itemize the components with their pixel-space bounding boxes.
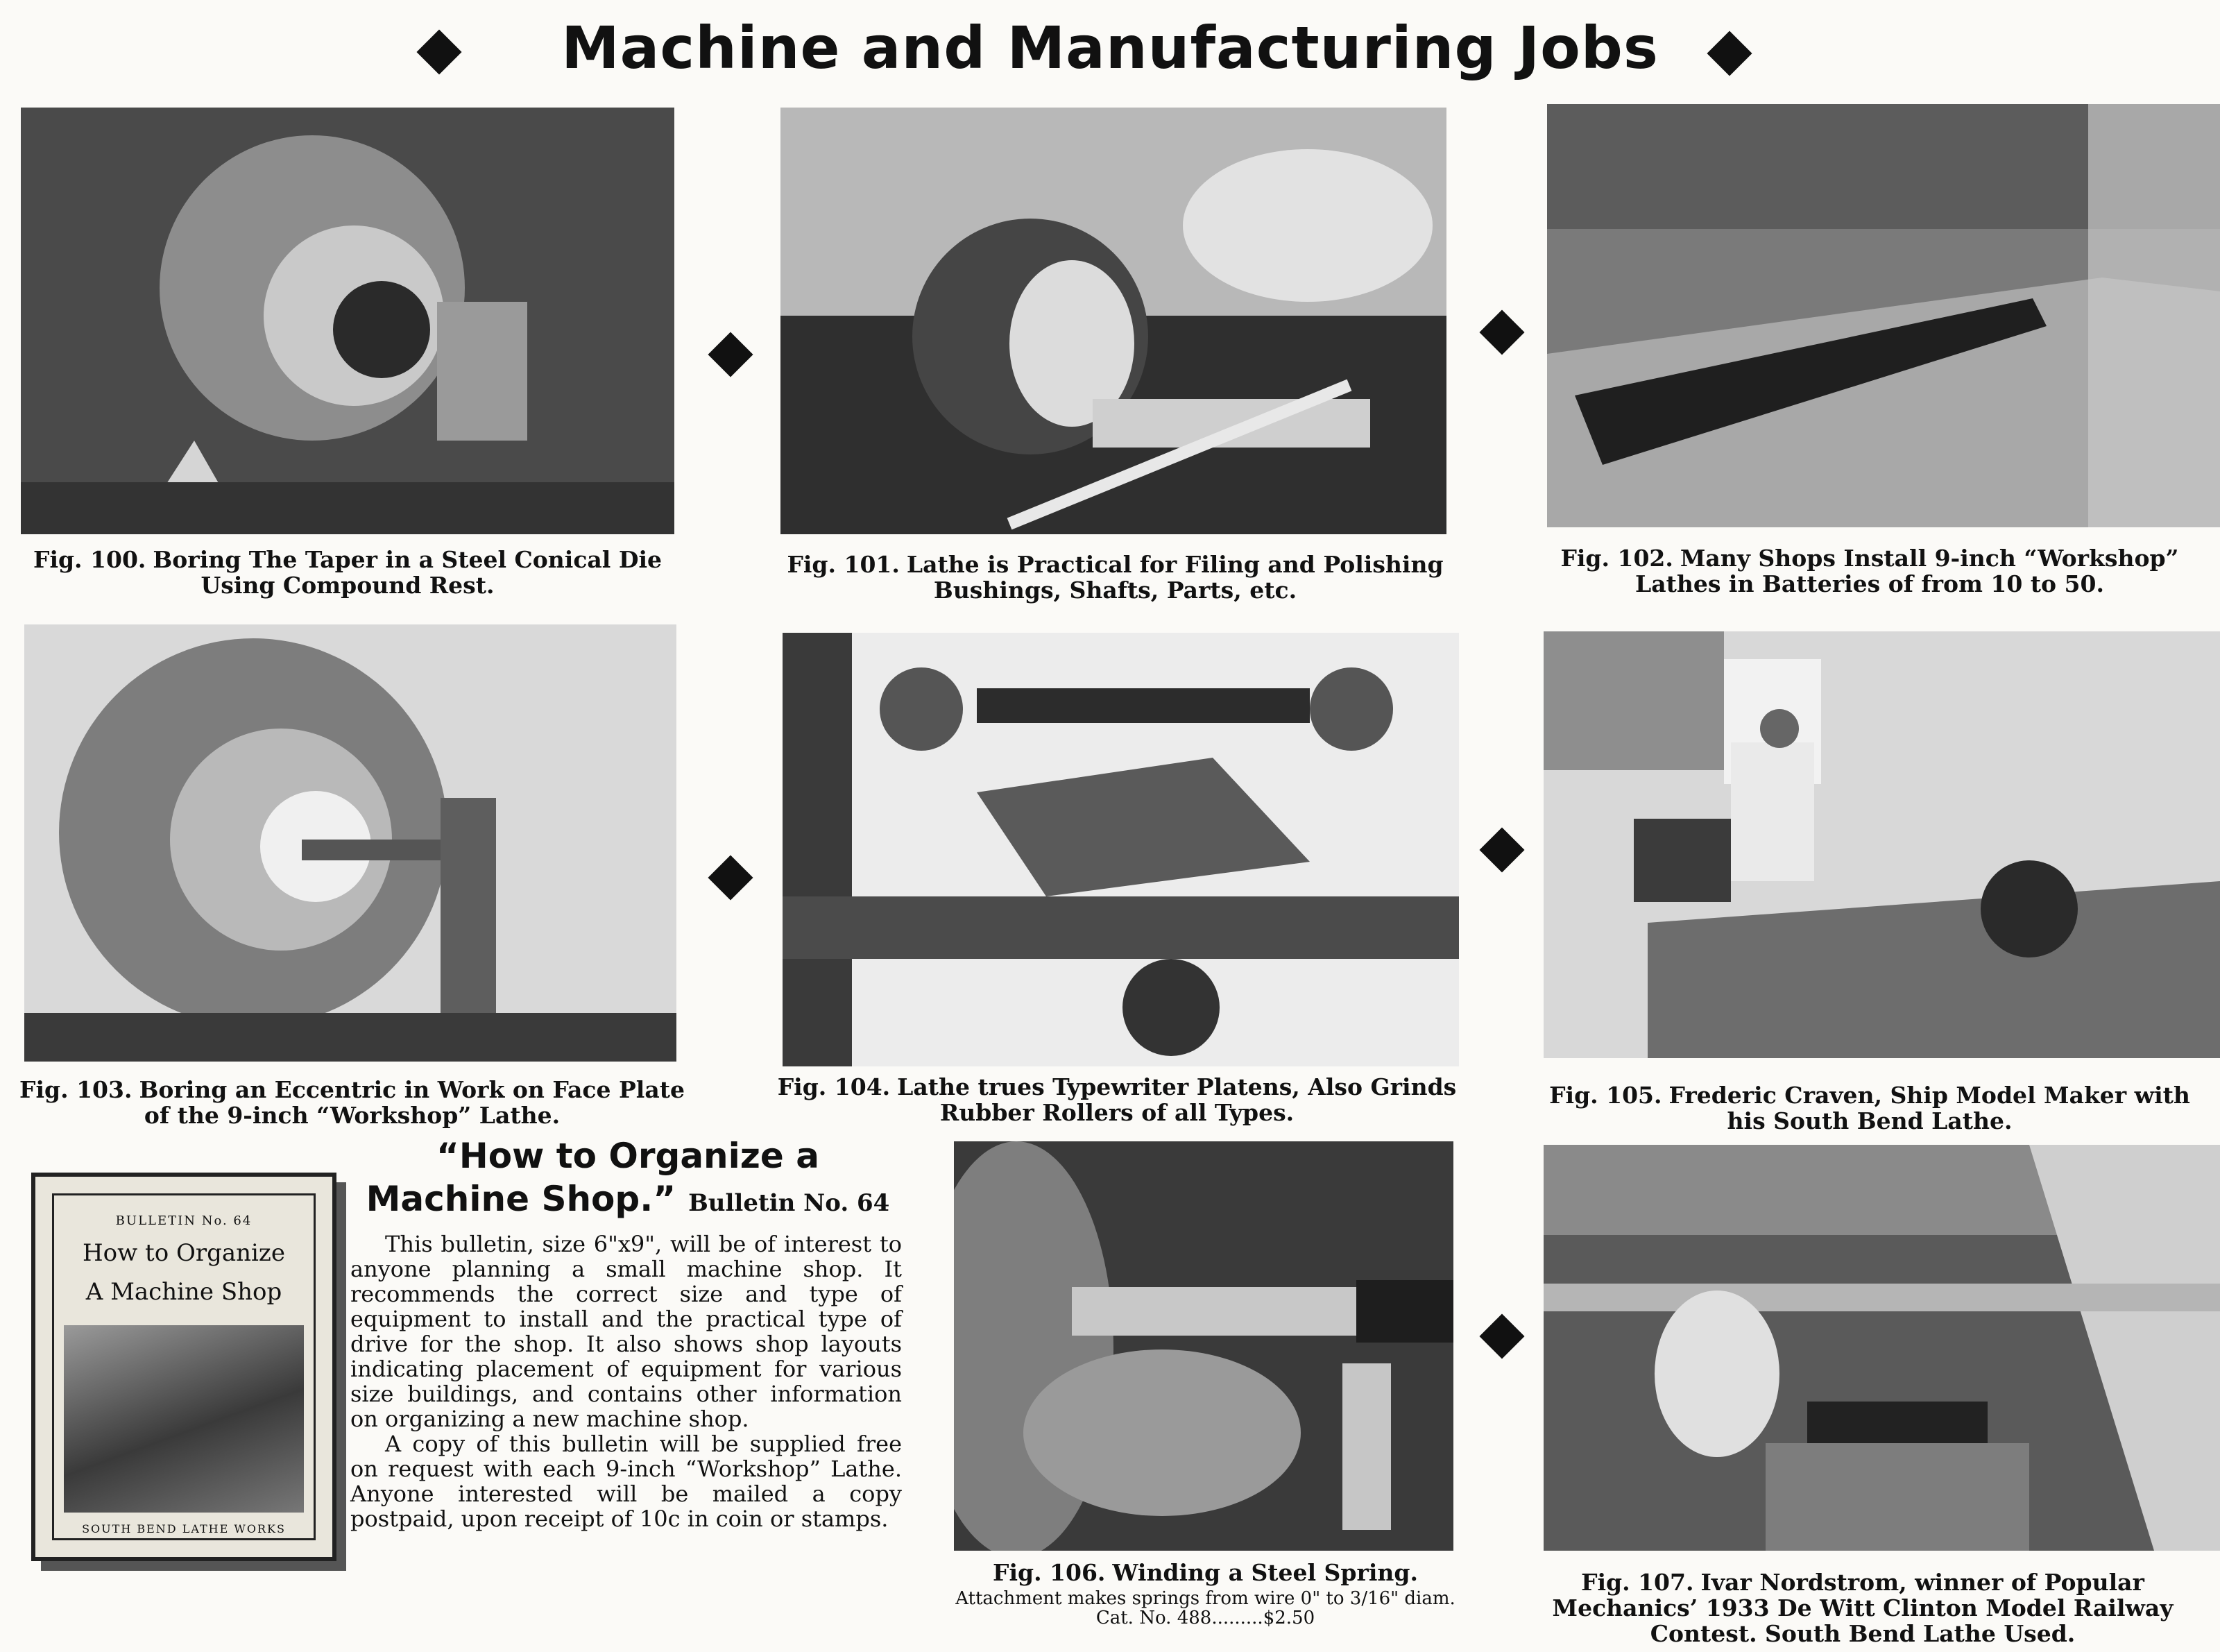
separator-diamond: [1479, 309, 1524, 355]
fig100-photo: [21, 108, 674, 534]
figure-number: Fig. 103.: [19, 1076, 133, 1103]
fig106-photo: [954, 1141, 1453, 1551]
fig102-photo: [1547, 104, 2220, 527]
separator-diamond: [708, 855, 753, 900]
bulletin-cover-number: BULLETIN No. 64: [115, 1214, 253, 1228]
bulletin-cover-frame: [52, 1193, 316, 1540]
figure-caption-text: Ivar Nordstrom, winner of Popular Mechanics’ 1933 De Witt Clinton Model Railway Contest. South Bend Lathe Used.: [1552, 1569, 2174, 1647]
figure-caption-text: Frederic Craven, Ship Model Maker with his South Bend Lathe.: [1668, 1082, 2190, 1134]
fig106-note: Attachment makes springs from wire 0" to 3/16" diam. Cat. No. 488.........$2.50: [955, 1588, 1455, 1628]
fig103-photo: [24, 624, 676, 1062]
fig104-photo: [783, 633, 1459, 1066]
fig104-caption: [774, 1074, 1460, 1125]
figure-caption-text: Boring The Taper in a Steel Conical Die Using Compound Rest.: [153, 546, 662, 599]
separator-diamond: [708, 332, 753, 377]
fig105-photo: [1544, 631, 2220, 1058]
bulletin-paragraph: A copy of this bulletin will be supplied free on request with each 9-inch “Workshop” Lathe. Anyone interested will be mailed a copy postpaid, upon receipt of 10c in coin or stamps.: [350, 1431, 902, 1532]
figure-caption-text: Lathe is Practical for Filing and Polishing Bushings, Shafts, Parts, etc.: [906, 551, 1444, 604]
fig107-caption: [1505, 1569, 2220, 1646]
fig101-photo: [780, 108, 1446, 534]
figure-number: Fig. 102.: [1560, 545, 1673, 572]
bulletin-cover-footer: SOUTH BEND LATHE WORKS: [82, 1522, 286, 1535]
bulletin-cover-title-line2: A Machine Shop: [85, 1278, 282, 1306]
fig107-photo: [1544, 1145, 2220, 1551]
bulletin-number: Bulletin No. 64: [688, 1189, 890, 1217]
bulletin-cover-photo: [64, 1325, 304, 1513]
fig102-caption: [1526, 545, 2213, 597]
bulletin-cover-title-line1: How to Organize: [83, 1239, 285, 1267]
figure-caption-text: Lathe trues Typewriter Platens, Also Grinds Rubber Rollers of all Types.: [897, 1073, 1457, 1126]
figure-number: Fig. 106.: [993, 1559, 1106, 1586]
figure-number: Fig. 107.: [1581, 1569, 1694, 1596]
fig105-caption: [1526, 1082, 2213, 1134]
figure-number: Fig. 100.: [33, 546, 146, 573]
bulletin-paragraph: This bulletin, size 6"x9", will be of interest to anyone planning a small machine shop. It recommends the correct size and type of equipment to install and the practical type of drive for the shop. It also shows shop layouts indicating placement of equipment for various size buildings, and contains other information on organizing a new machine shop.: [350, 1231, 902, 1432]
figure-caption-text: Many Shops Install 9-inch “Workshop” Lathes in Batteries of from 10 to 50.: [1635, 545, 2179, 597]
bulletin-body: [350, 1232, 902, 1531]
page-title: Machine and Manufacturing Jobs: [561, 14, 1659, 82]
bulletin-cover-image: [31, 1173, 336, 1561]
figure-number: Fig. 104.: [777, 1073, 891, 1100]
fig100-caption: [21, 547, 674, 598]
bulletin-heading: [350, 1134, 905, 1225]
fig103-caption: [10, 1077, 694, 1128]
fig101-caption: [774, 552, 1457, 603]
figure-number: Fig. 101.: [787, 551, 900, 578]
figure-caption-text: Boring an Eccentric in Work on Face Plate of the 9-inch “Workshop” Lathe.: [139, 1076, 685, 1129]
figure-caption-text: Winding a Steel Spring.: [1112, 1559, 1418, 1586]
figure-number: Fig. 105.: [1549, 1082, 1662, 1109]
bulletin-heading-text: “How to Organize a Machine Shop.”: [366, 1136, 819, 1219]
separator-diamond: [1479, 1313, 1524, 1359]
fig106-caption: [947, 1560, 1464, 1585]
separator-diamond: [1479, 827, 1524, 872]
